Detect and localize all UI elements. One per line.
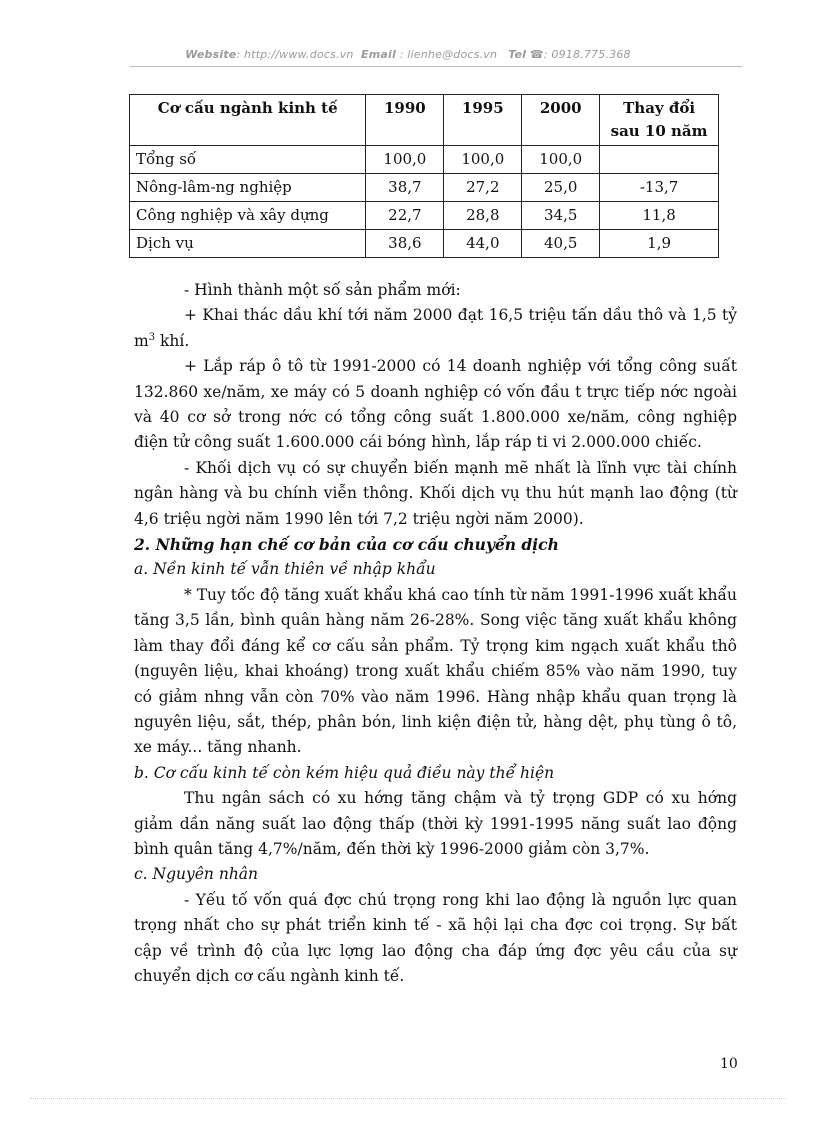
table-cell: 100,0 (444, 146, 522, 174)
table-header-cell: 2000 (522, 95, 600, 146)
paragraph: Thu ngân sách có xu hớng tăng chậm và tỷ trọng GDP có xu hớng giảm dần năng suất lao động thấp (thời kỳ 1991-1995 năng suất lao động bình quân tăng 4,7%/năm, đến thời kỳ 1996-2000 giảm còn 3,7%. (134, 789, 737, 858)
website-value[interactable]: : http://www.docs.vn (236, 48, 354, 61)
paragraph: - Khối dịch vụ có sự chuyển biến mạnh mẽ nhất là lĩnh vực tài chính ngân hàng và bu chính viễn thông. Khối dịch vụ thu hút mạnh lao động (từ 4,6 triệu ngời năm 1990 lên tới 7,2 triệu ngời năm 2000). (134, 458, 737, 528)
table-header-cell: Thay đổi sau 10 năm (600, 95, 719, 146)
table-header-row (130, 95, 719, 146)
table-cell: Công nghiệp và xây dựng (130, 202, 366, 230)
header-divider (130, 66, 742, 67)
superscript: 3 (148, 331, 156, 343)
email-label: Email (361, 48, 396, 61)
table-header-cell: Cơ cấu ngành kinh tế (130, 95, 366, 146)
table-cell: 34,5 (522, 202, 600, 230)
paragraph-tail: khí. (155, 331, 190, 350)
table-row (130, 202, 719, 230)
table-cell: 1,9 (600, 230, 719, 258)
table-row (130, 230, 719, 258)
table-cell: 100,0 (522, 146, 600, 174)
paragraph: * Tuy tốc độ tăng xuất khẩu khá cao tính từ năm 1991-1996 xuất khẩu tăng 3,5 lần, bình quân hàng năm 26-28%. Song việc tăng xuất khẩu không làm thay đổi đáng kể cơ cấu sản phẩm. Tỷ trọng kim ngạch xuất khẩu thô (nguyên liệu, khai khoáng) trong xuất khẩu chiếm 85% vào năm 1990, tuy có giảm nhng vẫn còn 70% vào năm 1996. Hàng nhập khẩu quan trọng là nguyên liệu, sắt, thép, phân bón, linh kiện điện tử, hàng dệt, phụ tùng ô tô, xe máy... tăng nhanh. (134, 585, 737, 757)
economic-structure-table (129, 94, 719, 258)
table-cell: 40,5 (522, 230, 600, 258)
table-cell: 100,0 (366, 146, 444, 174)
subsection-heading: a. Nền kinh tế vẫn thiên về nhập khẩu (134, 560, 436, 579)
website-label: Website (185, 48, 237, 61)
subsection-heading: c. Nguyên nhân (134, 865, 259, 884)
table-cell: 25,0 (522, 174, 600, 202)
table-row (130, 174, 719, 202)
table-row (130, 146, 719, 174)
table-cell (600, 146, 719, 174)
table-cell: -13,7 (600, 174, 719, 202)
paragraph-text: + Khai thác dầu khí tới năm 2000 đạt 16,5 triệu tấn dầu thô và 1,5 tỷ m (134, 306, 737, 350)
paragraph: + Lắp ráp ô tô từ 1991-2000 có 14 doanh nghiệp với tổng công suất 132.860 xe/năm, xe máy có 5 doanh nghiệp có vốn đầu t trực tiếp nớc ngoài và 40 cơ sở trong nớc có tổng công suất 1.800.000 xe/năm, công nghiệp điện tử công suất 1.600.000 cái bóng hình, lắp ráp ti vi 2.000.000 chiếc. (134, 357, 737, 452)
table-cell: Nông-lâm-ng nghiệp (130, 174, 366, 202)
table-cell: 11,8 (600, 202, 719, 230)
paragraph: - Yếu tố vốn quá đợc chú trọng rong khi lao động là nguồn lực quan trọng nhất cho sự phát triển kinh tế - xã hội lại cha đợc coi trọng. Sự bất cập về trình độ của lực lợng lao động cha đáp ứng đợc yêu cầu của sự chuyển dịch cơ cấu ngành kinh tế. (134, 890, 737, 985)
page-number: 10 (720, 1056, 738, 1072)
table-cell: 27,2 (444, 174, 522, 202)
paragraph (134, 303, 737, 354)
document-body (134, 278, 737, 989)
table-cell: 28,8 (444, 202, 522, 230)
paragraph: - Hình thành một số sản phẩm mới: (184, 281, 461, 299)
table-cell: 38,6 (366, 230, 444, 258)
table-cell: 38,7 (366, 174, 444, 202)
footer-divider (30, 1098, 786, 1099)
subsection-heading: b. Cơ cấu kinh tế còn kém hiệu quả điều này thể hiện (134, 763, 555, 782)
section-heading: 2. Những hạn chế cơ bản của cơ cấu chuyển dịch (134, 535, 559, 555)
table-cell: 44,0 (444, 230, 522, 258)
table-header-cell: 1990 (366, 95, 444, 146)
tel-value: : 0918.775.368 (543, 48, 631, 61)
email-value[interactable]: : lienhe@docs.vn (399, 48, 498, 61)
tel-label: Tel (508, 48, 527, 61)
table-cell: Tổng số (130, 146, 366, 174)
phone-icon: ☎ (529, 48, 544, 61)
table-header-cell: 1995 (444, 95, 522, 146)
page-header (0, 48, 816, 61)
table-cell: Dịch vụ (130, 230, 366, 258)
table-cell: 22,7 (366, 202, 444, 230)
